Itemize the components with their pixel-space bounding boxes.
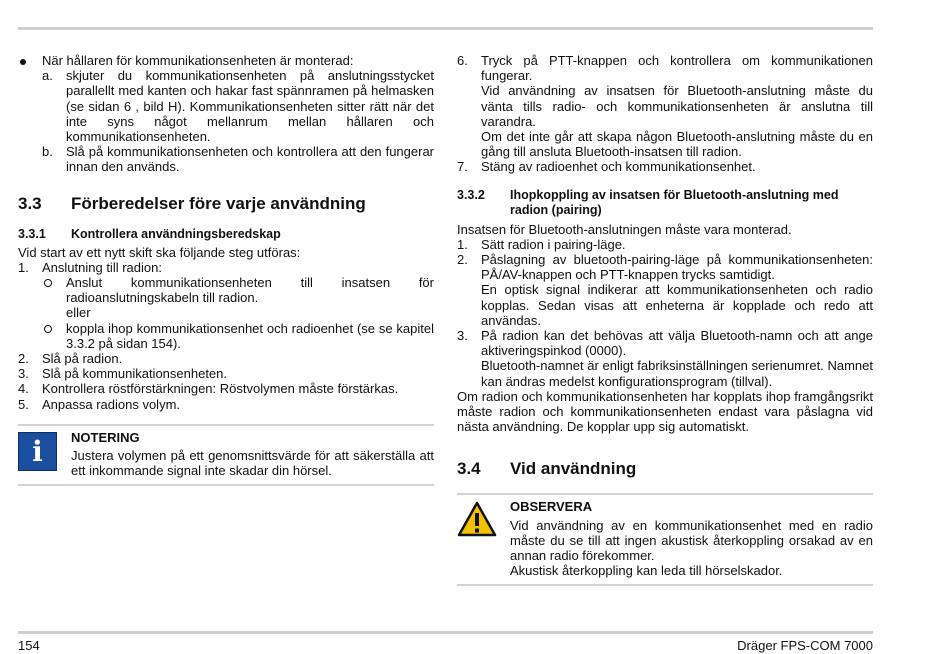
step-text: Påslagning av bluetooth-pairing-läge på kommunikationsenheten: PÅ/AV-knappen och PTT-knappen trycks samtidigt. xyxy=(481,252,873,283)
warning-icon xyxy=(457,501,497,537)
sub-item-marker: a. xyxy=(42,68,53,84)
option-item xyxy=(18,275,434,305)
sub-item-text: skjuter du kommunikationsenheten på anslutningsstycket parallellt med kanten och hakar fast spännramen på helmasken (se sidan 6 , bild H). Kommunikationsenheten sitter rätt när det inte syns något mellanrum mellan hållaren och kommunikationsenheten. xyxy=(66,68,434,145)
step-marker: 2. xyxy=(457,252,468,268)
step-marker: 5. xyxy=(18,396,29,412)
step-7 xyxy=(457,159,873,174)
step-6 xyxy=(457,53,873,159)
or-text: eller xyxy=(66,305,91,321)
step-marker: 6. xyxy=(457,53,468,68)
step-body xyxy=(481,252,873,328)
subsection-number: 3.3.2 xyxy=(457,187,485,202)
step-text: Anpassa radions volym. xyxy=(42,396,181,412)
warning-icon-wrap xyxy=(457,499,510,578)
step-1 xyxy=(18,260,434,275)
subsection-heading-3-3-1 xyxy=(18,227,434,242)
warning-text-2: Akustisk återkoppling kan leda till hörselskador. xyxy=(510,563,783,579)
bullet-text: När hållaren för kommunikationsenheten är monterad: xyxy=(42,53,354,68)
step-text: Stäng av radioenhet och kommunikationsenhet. xyxy=(481,159,756,175)
bottom-rule xyxy=(18,631,873,634)
subsection-number: 3.3.1 xyxy=(18,226,46,241)
step-detail: Bluetooth-namnet är enligt fabriksinställningen serienumret. Namnet kan ändras medelst konfigurationsprogram (tillval). xyxy=(481,358,873,389)
step-marker: 1. xyxy=(18,259,29,275)
option-item xyxy=(18,321,434,351)
step-marker: 3. xyxy=(457,328,468,344)
step-body xyxy=(481,328,873,389)
sub-item-marker: b. xyxy=(42,144,53,160)
outro-paragraph: Om radion och kommunikationsenheten har kopplats ihop framgångsrikt måste radion och kommunikationsenheten endast vara påslagna vid nästa användning. De kopplar upp sig automatiskt. xyxy=(457,388,873,435)
sub-item-b xyxy=(18,144,434,174)
subsection-title: Ihopkoppling av insatsen för Bluetooth-anslutning med radion (pairing) xyxy=(510,187,839,217)
step-marker: 3. xyxy=(18,366,29,382)
bullet-dot xyxy=(18,53,42,68)
section-number: 3.3 xyxy=(18,193,42,213)
bullet-item xyxy=(18,53,434,68)
left-column xyxy=(18,53,434,486)
step-marker: 1. xyxy=(457,236,468,252)
right-column xyxy=(457,53,873,586)
note-body xyxy=(71,430,434,479)
note-box xyxy=(18,424,434,487)
step-detail: Om det inte går att skapa någon Bluetooth-anslutning måste du en gång till ansluta Bluetooth-insatsen till radion. xyxy=(481,129,873,160)
product-name: Dräger FPS-COM 7000 xyxy=(737,638,873,653)
pair-step-2 xyxy=(457,252,873,328)
pair-step-3 xyxy=(457,328,873,389)
step-marker: 4. xyxy=(18,381,29,397)
section-title: Vid användning xyxy=(510,459,637,479)
warning-title: OBSERVERA xyxy=(510,499,593,515)
step-5 xyxy=(18,397,434,412)
info-icon: i xyxy=(18,432,57,471)
section-heading-3-3 xyxy=(18,194,434,214)
step-text: Sätt radion i pairing-läge. xyxy=(481,236,626,252)
step-4 xyxy=(18,381,434,396)
warning-box xyxy=(457,493,873,586)
step-marker: 2. xyxy=(18,351,29,367)
circle-bullet-icon xyxy=(42,275,66,305)
option-text: koppla ihop kommunikationsenhet och radioenhet (se se kapitel 3.3.2 på sidan 154). xyxy=(66,320,434,351)
step-detail: En optisk signal indikerar att kommunikationsenheten och radio kopplas. Sedan visas att enheterna är kopplade och redo att användas. xyxy=(481,282,873,328)
step-text: Slå på radion. xyxy=(42,351,123,367)
section-number: 3.4 xyxy=(457,459,481,479)
sub-item-a xyxy=(18,68,434,144)
step-2 xyxy=(18,351,434,366)
step-text: På radion kan det behövas att välja Bluetooth-namn och att ange aktiveringspinkod (0000). xyxy=(481,328,873,359)
warning-text: Vid användning av en kommunikationsenhet med en radio måste du se till att ingen akustisk återkoppling orsakad av en annan radio förekommer. xyxy=(510,517,873,564)
step-detail: Vid användning av insatsen för Bluetooth-anslutning måste du vänta tills radio- och kommunikationsenheten är anslutna till varandra. xyxy=(481,83,873,129)
pair-step-1 xyxy=(457,237,873,252)
section-heading-3-4 xyxy=(457,459,873,479)
step-marker: 7. xyxy=(457,159,468,175)
note-title: NOTERING xyxy=(71,429,140,445)
subsection-title: Kontrollera användningsberedskap xyxy=(71,226,281,241)
step-body xyxy=(481,53,873,159)
step-text: Tryck på PTT-knappen och kontrollera om kommunikationen fungerar. xyxy=(481,53,873,84)
note-icon-wrap xyxy=(18,430,71,479)
step-3 xyxy=(18,366,434,381)
step-text: Anslutning till radion: xyxy=(42,259,162,275)
intro-paragraph: Vid start av ett nytt skift ska följande steg utföras: xyxy=(18,244,301,260)
step-text: Slå på kommunikationsenheten. xyxy=(42,366,228,382)
note-text: Justera volymen på ett genomsnittsvärde för att säkerställa att ett inkommande signal inte skadar din hörsel. xyxy=(71,448,434,479)
section-title: Förberedelser före varje användning xyxy=(71,193,366,213)
step-text: Kontrollera röstförstärkningen: Röstvolymen måste förstärkas. xyxy=(42,381,399,397)
circle-bullet-icon xyxy=(42,321,66,351)
option-text: Anslut kommunikationsenheten till insatsen för radioanslutningskabeln till radion. xyxy=(66,275,434,306)
top-rule xyxy=(18,27,873,30)
subsection-heading-3-3-2 xyxy=(457,188,873,218)
intro-paragraph: Insatsen för Bluetooth-anslutningen måste vara monterad. xyxy=(457,221,792,237)
warning-body xyxy=(510,499,873,578)
page-number: 154 xyxy=(18,638,40,653)
sub-item-text: Slå på kommunikationsenheten och kontrollera att den fungerar innan den används. xyxy=(66,144,434,175)
